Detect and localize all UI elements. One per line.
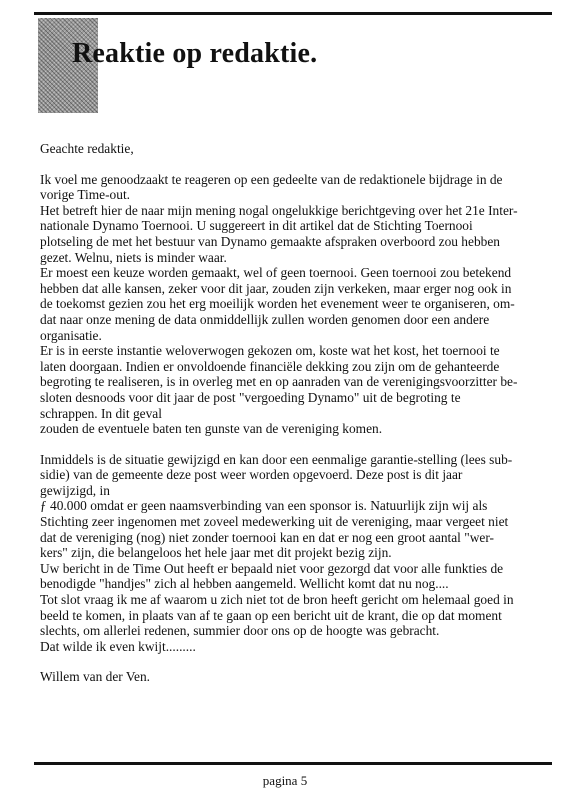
- text-line: Dat wilde ik even kwijt.........: [40, 638, 196, 654]
- text-line: Ik voel me genoodzaakt te reageren op een gedeelte van de redaktionele bijdrage in de: [40, 171, 503, 187]
- text-line: begroting te realiseren, is in overleg met en op aanraden van de verenigingsvoorzitter be-: [40, 374, 518, 390]
- letter-body: [40, 141, 550, 685]
- text-line: laten doorgaan. Indien er onvoldoende financiële dekking zou zijn om de gehanteerde: [40, 358, 500, 374]
- text-line: sidie) van de gemeente deze post weer worden opgevoerd. Deze post is dit jaar: [40, 467, 463, 483]
- salutation: Geachte redaktie,: [40, 141, 134, 156]
- text-line: Inmiddels is de situatie gewijzigd en kan door een eenmalige garantie-stelling (lees sub-: [40, 451, 513, 467]
- text-line: gewijzigd, in: [40, 482, 110, 498]
- text-line: organisatie.: [40, 327, 102, 343]
- paragraph-gap: [40, 654, 550, 669]
- text-line: Tot slot vraag ik me af waarom u zich niet tot de bron heeft gericht om helemaal goed in: [40, 592, 514, 608]
- text-line: nationale Dynamo Toernooi. U suggereert in dit artikel dat de Stichting Toernooi: [40, 218, 473, 234]
- text-line: hebben dat alle kansen, zeker voor dit jaar, zouden zijn verkeken, maar erger nog ook in: [40, 280, 512, 296]
- text-line: slechts, om allerlei redenen, summier door ons op de hoogte was gebracht.: [40, 623, 440, 639]
- text-line: benodigde "handjes" zich al hebben aangemeld. Wellicht komt dat nu nog....: [40, 576, 449, 592]
- page-title: Reaktie op redaktie.: [72, 38, 318, 69]
- text-line: sloten desnoods voor dit jaar de post "vergoeding Dynamo" uit de begroting te: [40, 389, 461, 405]
- text-line: vorige Time-out.: [40, 187, 131, 203]
- text-line: plotseling de met het bestuur van Dynamo gemaakte afspraken overboord zou hebben: [40, 233, 500, 249]
- top-rule: [34, 12, 552, 15]
- text-line: gezet. Welnu, niets is minder waar.: [40, 249, 227, 265]
- text-line: Er moest een keuze worden gemaakt, wel of geen toernooi. Geen toernooi zou betekend: [40, 265, 512, 281]
- text-line: Willem van der Ven.: [40, 669, 151, 685]
- page-number: pagina 5: [262, 773, 308, 788]
- bottom-rule: [34, 762, 552, 765]
- text-line: dat de vereniging (nog) niet zonder toernooi kan en dat er nog een groot aantal "wer-: [40, 529, 494, 545]
- text-line: Het betreft hier de naar mijn mening nogal ongelukkige berichtgeving over het 21e Inter-: [40, 202, 518, 218]
- text-line: Uw bericht in de Time Out heeft er bepaald niet voor gezorgd dat voor alle funkties de: [40, 560, 504, 576]
- text-line: zouden de eventuele baten ten gunste van de vereniging komen.: [40, 421, 383, 437]
- paragraph-gap: [40, 157, 550, 172]
- text-line: Stichting zeer ingenomen met zoveel medewerking uit de vereniging, maar vergeet niet: [40, 514, 509, 530]
- text-line: schrappen. In dit geval: [40, 405, 162, 421]
- paragraph-gap: [40, 437, 550, 452]
- text-line: dat naar onze mening de data onmiddellijk zullen worden genomen door een andere: [40, 311, 490, 327]
- text-line: kers" zijn, die belangeloos het hele jaar met dit projekt bezig zijn.: [40, 545, 392, 561]
- text-line: ƒ 40.000 omdat er geen naamsverbinding van een sponsor is. Natuurlijk zijn wij als: [40, 498, 488, 514]
- letter-lines: [40, 172, 550, 685]
- text-line: beeld te komen, in plaats van af te gaan op een bericht uit de krant, die op dat moment: [40, 607, 502, 623]
- text-line: Er is in eerste instantie weloverwogen gekozen om, koste wat het kost, het toernooi te: [40, 343, 500, 359]
- text-line: de toekomst gezien zou het erg moeilijk worden het evenement weer te organiseren, om-: [40, 296, 515, 312]
